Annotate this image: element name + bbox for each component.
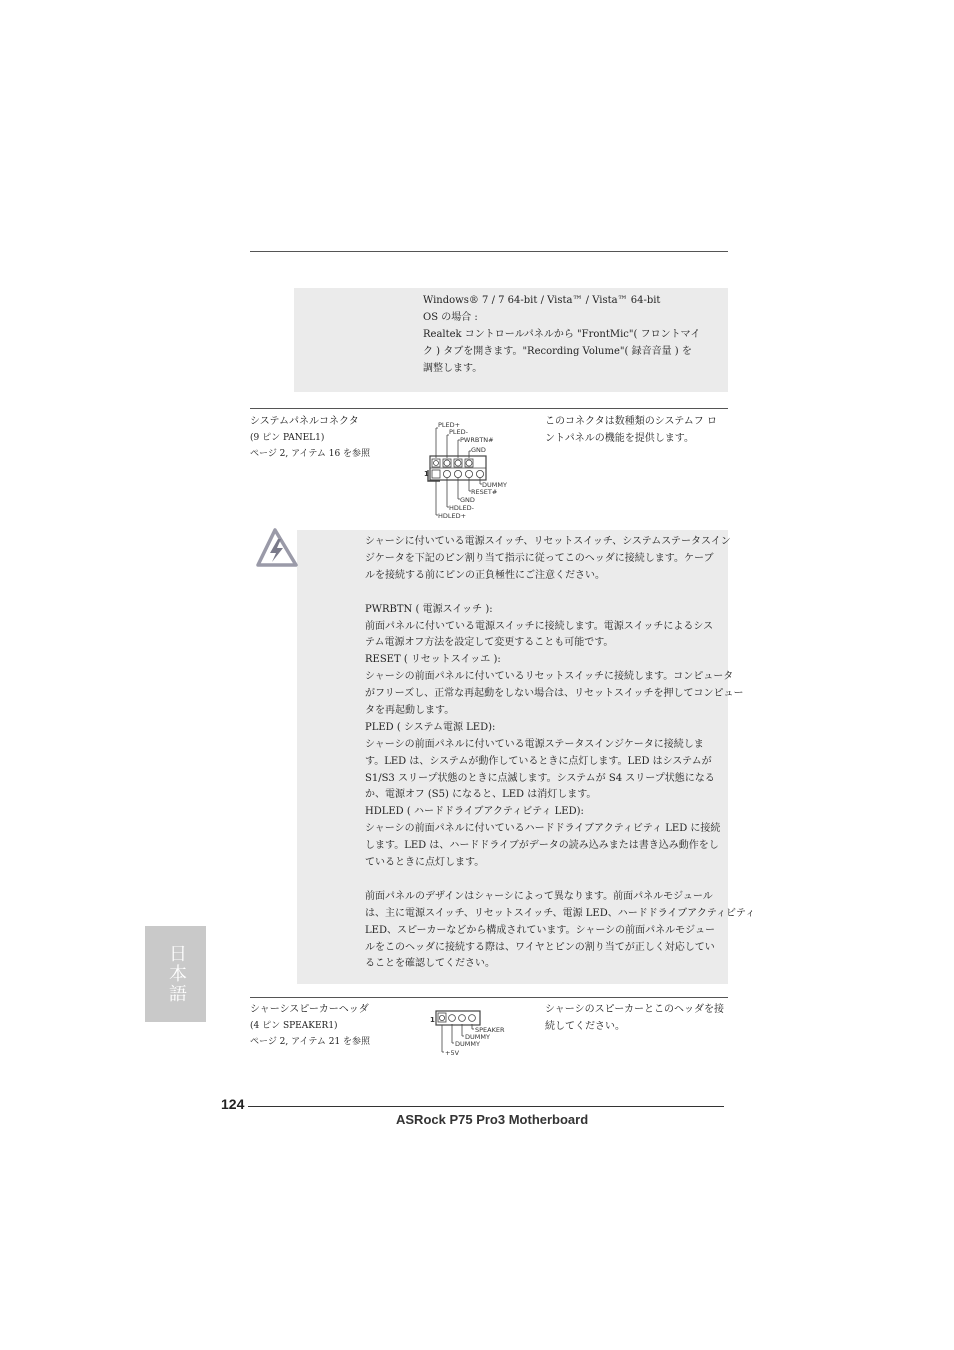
pin-label: HDLED- xyxy=(449,504,474,512)
caution-line: RESET ( リセットスイッエ ): xyxy=(365,654,501,666)
section-rule-speaker xyxy=(250,997,728,998)
pin-label: PWRBTN# xyxy=(460,436,494,444)
caution-line: ルをこのヘッダに接続する際は、ワイヤとピンの割り当てが正しく対応してい xyxy=(365,941,715,953)
caution-line: か、電源オフ (S5) になると、LED は消灯します。 xyxy=(365,789,597,801)
caution-line: ルを接続する前にピンの正負極性にご注意ください。 xyxy=(365,569,605,581)
speaker-desc-line: シャーシのスピーカーとこのヘッダを接 xyxy=(545,1004,724,1015)
panel-ref: ページ 2, アイテム 16 を参照 xyxy=(250,449,371,459)
caution-line: S1/S3 スリープ状態のときに点滅します。システムが S4 スリープ状態になる xyxy=(365,772,715,784)
caution-lightning-icon xyxy=(255,527,299,569)
pin1-label: 1 xyxy=(424,470,429,478)
speaker-connector-diagram xyxy=(430,1008,510,1060)
pin-label: PLED- xyxy=(449,428,468,436)
pin-label: DUMMY xyxy=(482,481,507,489)
note-line: ク ) タブを開きます。"Recording Volume"( 録音音量 ) を xyxy=(423,345,692,357)
header-rule xyxy=(250,251,728,252)
pin-label: GND xyxy=(460,496,475,504)
pin-label: GND xyxy=(471,446,486,454)
pin-label: +5V xyxy=(445,1049,460,1057)
speaker-ref: ページ 2, アイテム 21 を参照 xyxy=(250,1037,371,1047)
caution-line: します。LED は、ハードドライブがデータの読み込みまたは書き込み動作をし xyxy=(365,840,719,852)
page-number: 124 xyxy=(221,1096,245,1112)
caution-line: タを再起動します。 xyxy=(365,705,455,717)
speaker-title: シャーシスピーカーヘッダ xyxy=(250,1004,369,1015)
pin-label: DUMMY xyxy=(465,1033,490,1041)
note-line: Windows® 7 / 7 64-bit / Vista™ / Vista™ 64-bit xyxy=(423,295,661,306)
pin-label: PLED+ xyxy=(438,421,461,429)
pin-label: SPEAKER xyxy=(475,1026,505,1034)
panel-title: システムパネルコネクタ xyxy=(250,416,359,427)
caution-line: シャーシに付いている電源スイッチ、リセットスイッチ、システムステータスイン xyxy=(365,536,731,547)
caution-line: シャーシの前面パネルに付いているリセットスイッチに接続します。コンピュータ xyxy=(365,671,734,683)
caution-line: ジケータを下記のピン割り当て指示に従ってこのヘッダに接続します。ケーブ xyxy=(365,552,714,564)
caution-line: がフリーズし、正常な再起動をしない場合は、リセットスイッチを押してコンピュー xyxy=(365,688,744,700)
caution-line: PWRBTN ( 電源スイッチ ): xyxy=(365,603,493,615)
panel-desc-line: ントパネルの機能を提供します。 xyxy=(545,432,694,444)
panel-description xyxy=(545,413,717,447)
speaker-pins: (4 ピン SPEAKER1) xyxy=(250,1021,338,1031)
note-line: Realtek コントロールパネルから "FrontMic"( フロントマイ xyxy=(423,328,701,340)
caution-line: 前面パネルのデザインはシャーシによって異なります。前面パネルモジュール xyxy=(365,890,713,902)
caution-line: シャーシの前面パネルに付いている電源ステータスインジケータに接続しま xyxy=(365,738,704,750)
note-line: OS の場合 : xyxy=(423,311,478,323)
language-tab-label: 日本語 xyxy=(166,944,187,1004)
panel-desc-line: このコネクタは数種類のシステムフ ロ xyxy=(545,416,717,427)
note-line: 調整します。 xyxy=(423,362,483,374)
note-box-text xyxy=(423,292,700,376)
panel-connector-diagram xyxy=(424,418,524,522)
caution-line: PLED ( システム電源 LED): xyxy=(365,721,496,733)
section-rule-panel xyxy=(250,408,728,409)
pin-label: RESET# xyxy=(471,488,498,496)
caution-line: ることを確認してください。 xyxy=(365,958,495,970)
caution-line: 前面パネルに付いている電源スイッチに接続します。電源スイッチによるシス xyxy=(365,620,714,632)
caution-line: ているときに点灯します。 xyxy=(365,857,485,869)
pin-label: DUMMY xyxy=(455,1040,480,1048)
language-tab xyxy=(145,926,206,1022)
caution-line: テム電源オフ方法を設定して変更することも可能です。 xyxy=(365,637,614,649)
pin-label: HDLED+ xyxy=(438,512,467,520)
caution-line: す。LED は、システムが動作しているときに点灯します。LED はシステムが xyxy=(365,755,712,767)
caution-text xyxy=(365,533,755,972)
speaker-desc-line: 続してください。 xyxy=(545,1020,625,1032)
caution-line: HDLED ( ハードドライブアクティビティ LED): xyxy=(365,806,584,818)
caution-line: LED、スピーカーなどから構成されています。シャーシの前面パネルモジュー xyxy=(365,924,715,936)
caution-line: シャーシの前面パネルに付いているハードドライブアクティビティ LED に接続 xyxy=(365,823,721,835)
caution-line: は、主に電源スイッチ、リセットスイッチ、電源 LED、ハードドライブアクティビティ xyxy=(365,907,756,919)
panel-pins: (9 ピン PANEL1) xyxy=(250,433,325,443)
speaker-description xyxy=(545,1001,724,1035)
footer-title: ASRock P75 Pro3 Motherboard xyxy=(396,1112,589,1127)
pin1-label: 1 xyxy=(430,1016,435,1024)
footer-rule xyxy=(248,1106,724,1107)
